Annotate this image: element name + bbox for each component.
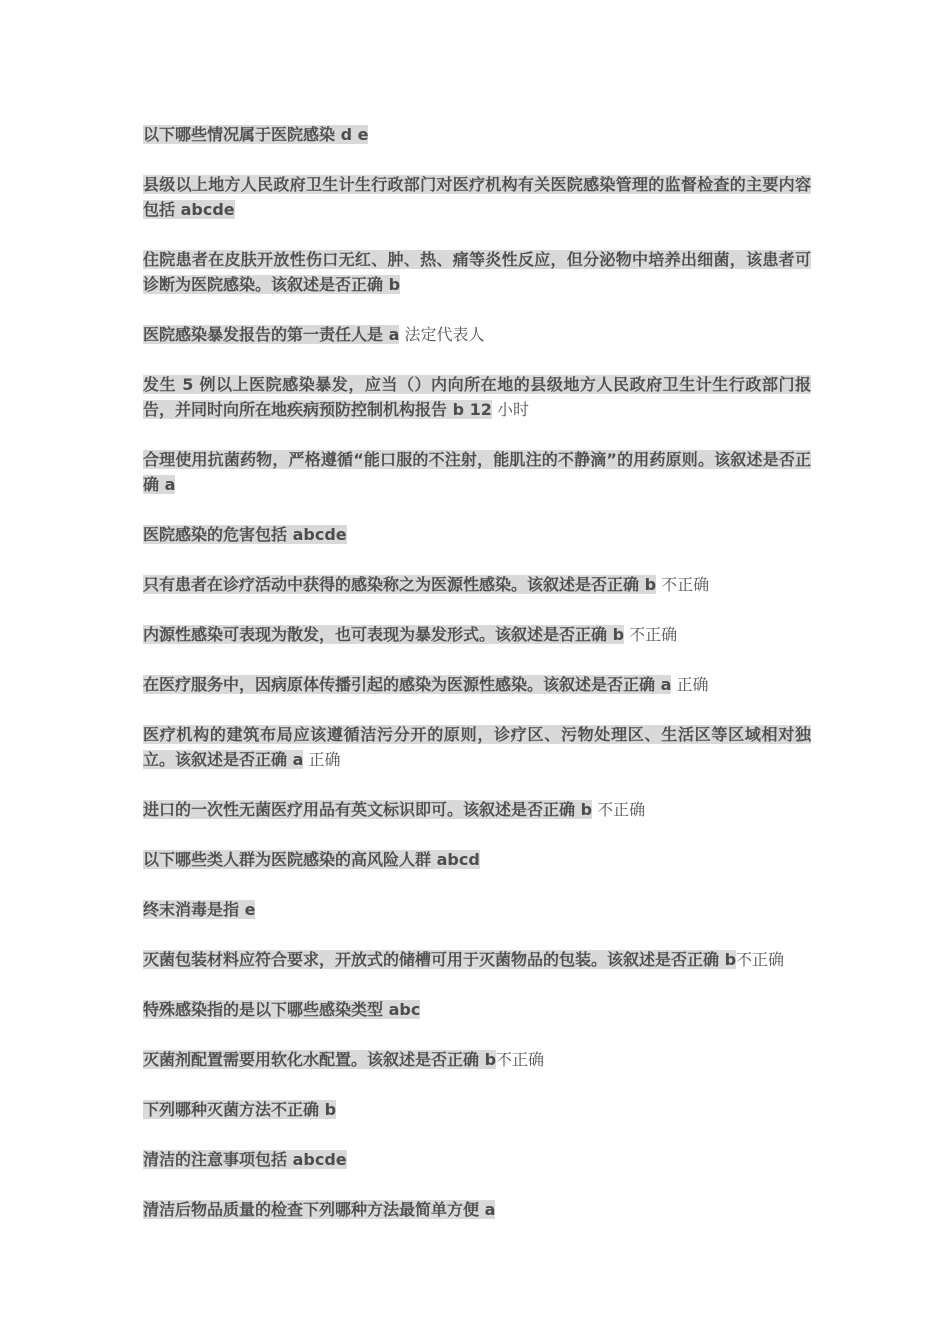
qa-item	[143, 172, 811, 222]
question-text: 清洁的注意事项包括	[143, 1150, 288, 1169]
question-text: 特殊感染指的是以下哪些感染类型	[143, 1000, 384, 1019]
qa-item	[143, 947, 811, 972]
qa-item	[143, 122, 811, 147]
answer-text: b	[575, 800, 593, 819]
qa-item	[143, 372, 811, 422]
qa-item	[143, 722, 811, 772]
qa-item	[143, 522, 811, 547]
answer-text: b	[319, 1100, 337, 1119]
qa-item	[143, 572, 811, 597]
answer-text: abc	[383, 1000, 421, 1019]
question-text: 在医疗服务中，因病原体传播引起的感染为医源性感染。该叙述是否正确	[143, 675, 656, 694]
document-body	[143, 122, 811, 1247]
question-text: 灭菌剂配置需要用软化水配置。该叙述是否正确	[143, 1050, 480, 1069]
question-text: 清洁后物品质量的检查下列哪种方法最简单方便	[143, 1200, 480, 1219]
answer-note: 法定代表人	[399, 325, 485, 344]
question-text: 以下哪些情况属于医院感染	[143, 125, 336, 144]
qa-item	[143, 322, 811, 347]
answer-text: abcde	[287, 1150, 347, 1169]
answer-text: b	[383, 275, 401, 294]
qa-item	[143, 1097, 811, 1122]
answer-text: a	[655, 675, 672, 694]
qa-item	[143, 847, 811, 872]
question-text: 终末消毒是指	[143, 900, 240, 919]
answer-text: b	[479, 1050, 497, 1069]
qa-item	[143, 1197, 811, 1222]
qa-item	[143, 797, 811, 822]
answer-text: abcd	[431, 850, 480, 869]
question-text: 发生 5 例以上医院感染暴发，应当（）内向所在地的县级地方人民政府卫生计生行政部门报告，并同时向所在地疾病预防控制机构报告	[143, 375, 811, 419]
answer-text: abcde	[287, 525, 347, 544]
answer-text: a	[287, 750, 304, 769]
answer-text: b	[719, 950, 737, 969]
answer-text: a	[479, 1200, 496, 1219]
answer-text: b	[607, 625, 625, 644]
qa-item	[143, 897, 811, 922]
qa-item	[143, 997, 811, 1022]
answer-note: 小时	[491, 400, 529, 419]
question-text: 下列哪种灭菌方法不正确	[143, 1100, 320, 1119]
answer-note: 正确	[303, 750, 341, 769]
qa-item	[143, 247, 811, 297]
answer-note: 不正确	[496, 1050, 545, 1069]
answer-text: abcde	[175, 200, 235, 219]
qa-item	[143, 1147, 811, 1172]
question-text: 住院患者在皮肤开放性伤口无红、肿、热、痛等炎性反应，但分泌物中培养出细菌，该患者可诊断为医院感染。该叙述是否正确	[143, 250, 811, 294]
question-text: 灭菌包装材料应符合要求，开放式的储槽可用于灭菌物品的包装。该叙述是否正确	[143, 950, 720, 969]
answer-text: d e	[335, 125, 369, 144]
qa-item	[143, 1047, 811, 1072]
question-text: 以下哪些类人群为医院感染的高风险人群	[143, 850, 432, 869]
qa-item	[143, 622, 811, 647]
answer-note: 不正确	[624, 625, 678, 644]
answer-note: 正确	[671, 675, 709, 694]
answer-text: b	[639, 575, 657, 594]
question-text: 医院感染暴发报告的第一责任人是	[143, 325, 384, 344]
question-text: 合理使用抗菌药物，严格遵循“能口服的不注射，能肌注的不静滴”的用药原则。该叙述是否正确	[143, 450, 811, 494]
question-text: 内源性感染可表现为散发，也可表现为暴发形式。该叙述是否正确	[143, 625, 608, 644]
question-text: 县级以上地方人民政府卫生计生行政部门对医疗机构有关医院感染管理的监督检查的主要内容包括	[143, 175, 811, 219]
answer-note: 不正确	[656, 575, 710, 594]
question-text: 医疗机构的建筑布局应该遵循洁污分开的原则，诊疗区、污物处理区、生活区等区域相对独立。该叙述是否正确	[143, 725, 811, 769]
answer-text: a	[383, 325, 400, 344]
question-text: 进口的一次性无菌医疗用品有英文标识即可。该叙述是否正确	[143, 800, 576, 819]
answer-text: e	[239, 900, 256, 919]
qa-item	[143, 447, 811, 497]
question-text: 医院感染的危害包括	[143, 525, 288, 544]
answer-note: 不正确	[592, 800, 646, 819]
qa-item	[143, 672, 811, 697]
answer-note: 不正确	[736, 950, 785, 969]
answer-text: a	[159, 475, 176, 494]
answer-text: b 12	[447, 400, 492, 419]
question-text: 只有患者在诊疗活动中获得的感染称之为医源性感染。该叙述是否正确	[143, 575, 640, 594]
